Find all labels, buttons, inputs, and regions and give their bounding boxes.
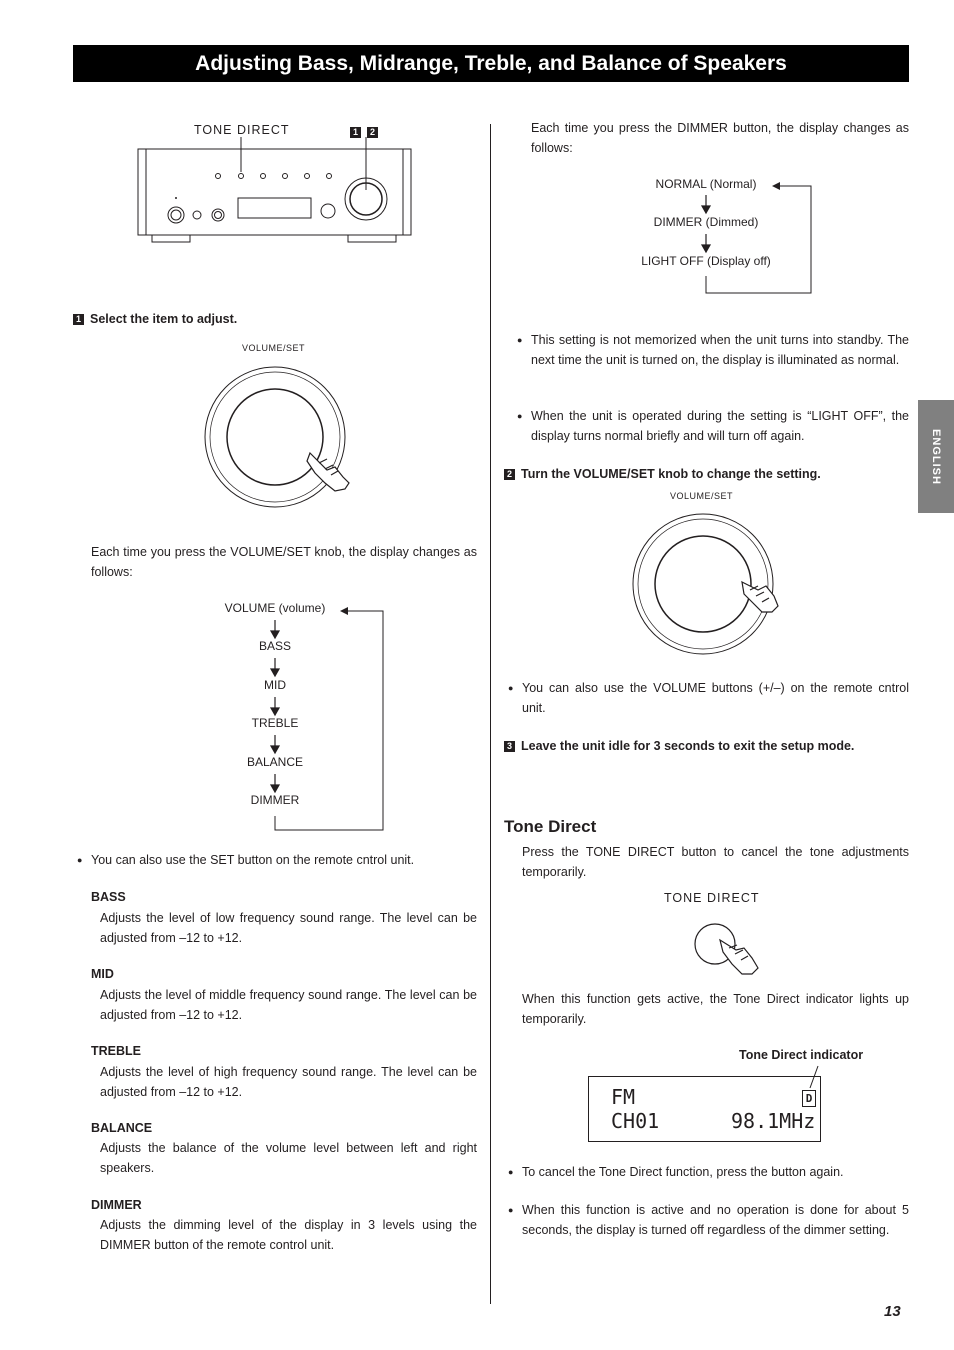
hand-icon	[307, 453, 349, 491]
right-bullet-not-memorized: ● This setting is not memorized when the unit turns into standby. The next time the unit is turned on, the display is illuminated as normal.	[531, 331, 909, 370]
knob-label-2: VOLUME/SET	[670, 491, 734, 501]
right-bullet-auto-off: ● When this function is active and no operation is done for about 5 seconds, the display is turned off regardless of the dimmer setting.	[522, 1201, 909, 1240]
dimmer-flow-arrows	[690, 175, 820, 300]
lcd-channel: CH01	[611, 1109, 660, 1133]
flow-item-dimmer: DIMMER	[250, 793, 300, 807]
term-treble-desc: Adjusts the level of high frequency sound range. The level can be adjusted from –12 to +12.	[100, 1065, 477, 1099]
term-bass-desc: Adjusts the level of low frequency sound range. The level can be adjusted from –12 to +12.	[100, 911, 477, 945]
step-2-number: 2	[504, 469, 515, 480]
left-bullet-set-button: ● You can also use the SET button on the remote cntrol unit.	[91, 851, 477, 871]
tone-direct-indicator-label: Tone Direct indicator	[739, 1048, 864, 1062]
language-tab	[918, 400, 954, 513]
step-3-text: Leave the unit idle for 3 seconds to exit the setup mode.	[521, 739, 855, 753]
dimmer-intro: Each time you press the DIMMER button, the display changes as follows:	[531, 121, 909, 155]
step-3-number: 3	[504, 741, 515, 752]
term-dimmer-title: DIMMER	[91, 1198, 142, 1212]
dimmer-flow-normal: NORMAL (Normal)	[655, 177, 757, 191]
volume-knob-illustration-2	[628, 512, 788, 657]
language-tab-label: ENGLISH	[930, 428, 942, 485]
volume-set-intro: Each time you press the VOLUME/SET knob, the display changes as follows:	[91, 545, 477, 579]
column-divider	[490, 124, 491, 1304]
flow-item-mid: MID	[264, 678, 286, 692]
term-mid-desc: Adjusts the level of middle frequency sound range. The level can be adjusted from –12 to +12.	[100, 988, 477, 1022]
flow-item-volume: VOLUME (volume)	[224, 601, 326, 615]
step-1-number: 1	[73, 314, 84, 325]
term-balance-desc: Adjusts the balance of the volume level between left and right speakers.	[100, 1141, 477, 1175]
lcd-frequency: 98.1MHz	[731, 1109, 816, 1133]
step-2-text: Turn the VOLUME/SET knob to change the setting.	[521, 467, 821, 481]
step-1-text: Select the item to adjust.	[90, 312, 238, 326]
term-balance-title: BALANCE	[91, 1121, 153, 1135]
right-bullet-cancel: ● To cancel the Tone Direct function, press the button again.	[522, 1163, 909, 1183]
amplifier-illustration	[130, 132, 420, 250]
lcd-band: FM	[611, 1085, 636, 1109]
tone-direct-button-label: TONE DIRECT	[664, 891, 760, 905]
knob-label-1: VOLUME/SET	[242, 343, 306, 353]
right-bullet-light-off: ● When the unit is operated during the setting is “LIGHT OFF”, the display turns normal briefly and will turn off again.	[531, 407, 909, 446]
tone-direct-heading: Tone Direct	[504, 817, 597, 836]
tone-direct-button-illustration	[690, 918, 770, 978]
lcd-display	[588, 1076, 821, 1142]
device-tone-direct-label: TONE DIRECT	[194, 123, 290, 137]
tone-direct-active: When this function gets active, the Tone Direct indicator lights up temporarily.	[522, 992, 909, 1026]
term-treble-title: TREBLE	[91, 1044, 141, 1058]
tone-direct-intro: Press the TONE DIRECT button to cancel the tone adjustments temporarily.	[522, 845, 909, 879]
term-mid-title: MID	[91, 967, 114, 981]
step-3-heading	[504, 739, 854, 753]
dimmer-flow-light-off: LIGHT OFF (Display off)	[641, 254, 771, 268]
right-bullet-volume-buttons: ● You can also use the VOLUME buttons (+/–) on the remote cntrol unit.	[522, 679, 909, 718]
step-2-heading	[504, 467, 821, 481]
flow-item-bass: BASS	[258, 639, 291, 653]
hand-icon	[720, 940, 758, 974]
dimmer-flow-dimmer: DIMMER (Dimmed)	[653, 215, 759, 229]
flow-arrows	[260, 600, 390, 835]
page-title: Adjusting Bass, Midrange, Treble, and Balance of Speakers	[73, 45, 909, 82]
flow-item-balance: BALANCE	[246, 755, 304, 769]
step-1-heading	[73, 312, 237, 326]
step-badge-1: 1	[350, 127, 361, 138]
term-dimmer-desc: Adjusts the dimming level of the display in 3 levels using the DIMMER button of the remote control unit.	[100, 1218, 477, 1252]
flow-item-treble: TREBLE	[251, 716, 299, 730]
volume-knob-illustration-1	[200, 365, 360, 510]
step-badge-2: 2	[367, 127, 378, 138]
page-number: 13	[884, 1303, 901, 1320]
term-bass-title: BASS	[91, 890, 126, 904]
lcd-tone-direct-indicator: D	[802, 1090, 816, 1107]
